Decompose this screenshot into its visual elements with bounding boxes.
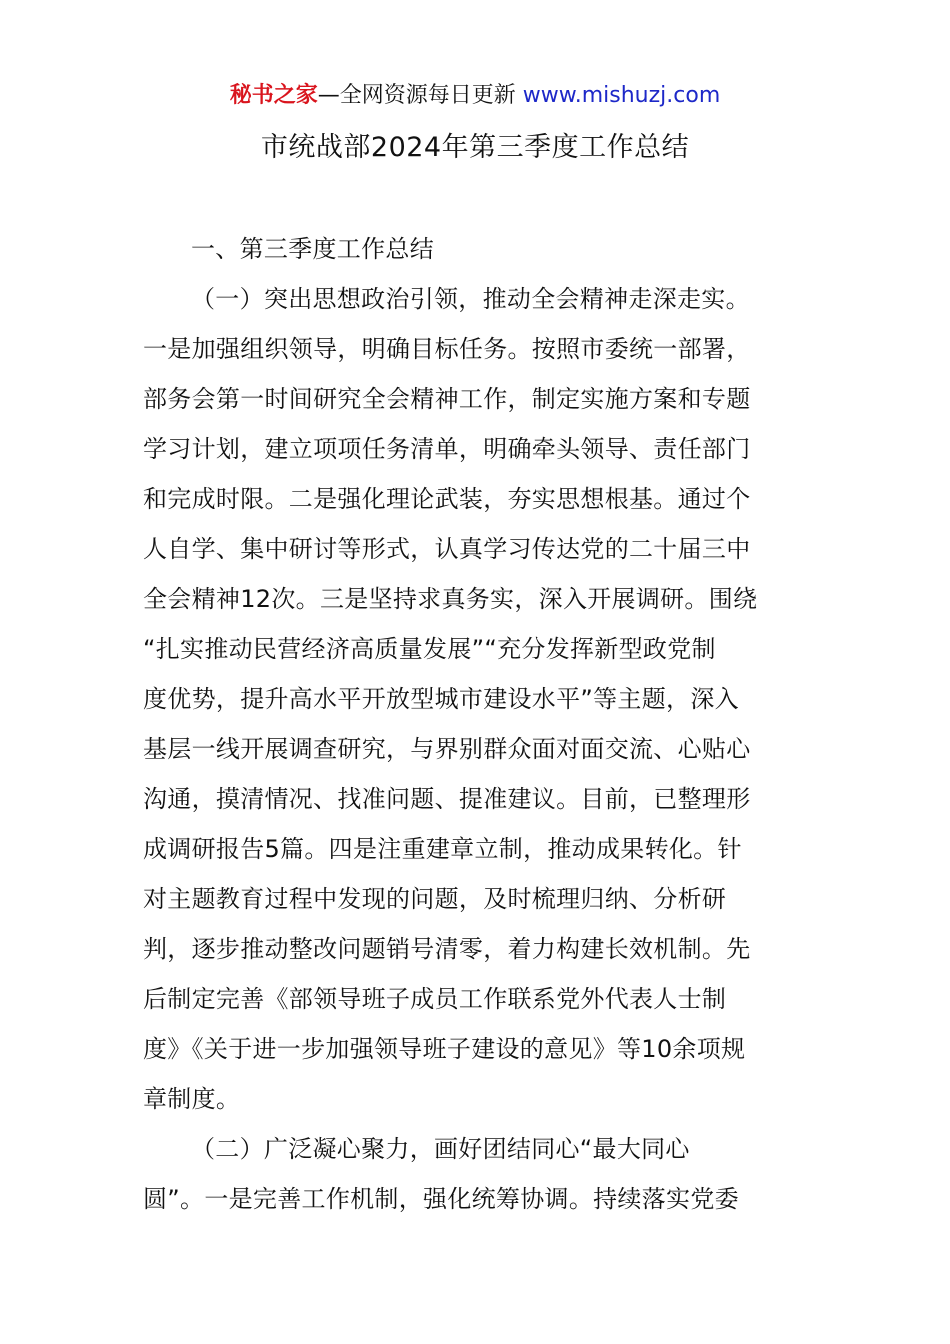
body-line: 一是加强组织领导，明确目标任务。按照市委统一部署， bbox=[143, 335, 751, 363]
site-tagline: —全网资源每日更新 bbox=[317, 83, 523, 108]
body-line: 部务会第一时间研究全会精神工作，制定实施方案和专题 bbox=[143, 385, 751, 413]
body-line: 和完成时限。二是强化理论武装，夯实思想根基。通过个 bbox=[143, 485, 751, 513]
site-url[interactable]: www.mishuzj.com bbox=[522, 83, 721, 108]
subsection-heading: （一）突出思想政治引领，推动全会精神走深走实。 bbox=[191, 285, 750, 313]
body-line: 基层一线开展调查研究，与界别群众面对面交流、心贴心 bbox=[143, 735, 751, 763]
body-line: 沟通，摸清情况、找准问题、提准建议。目前，已整理形 bbox=[143, 785, 751, 813]
body-line: 学习计划，建立项项任务清单，明确牵头领导、责任部门 bbox=[143, 435, 751, 463]
subsection-heading: （二）广泛凝心聚力，画好团结同心“最大同心 bbox=[191, 1135, 690, 1163]
brand-name: 秘书之家 bbox=[229, 83, 318, 108]
body-line: “扎实推动民营经济高质量发展”“充分发挥新型政党制 bbox=[143, 635, 716, 663]
body-line: 全会精神12次。三是坚持求真务实，深入开展调研。围绕 bbox=[143, 585, 758, 613]
section-heading: 一、第三季度工作总结 bbox=[191, 235, 434, 263]
body-line: 成调研报告5篇。四是注重建章立制，推动成果转化。针 bbox=[143, 835, 742, 863]
document-body bbox=[143, 224, 807, 1224]
body-line: 人自学、集中研讨等形式，认真学习传达党的二十届三中 bbox=[143, 535, 751, 563]
site-header bbox=[0, 80, 950, 112]
body-line: 度》《关于进一步加强领导班子建设的意见》等10余项规 bbox=[143, 1035, 746, 1063]
body-line: 对主题教育过程中发现的问题，及时梳理归纳、分析研 bbox=[143, 885, 727, 913]
body-line: 圆”。一是完善工作机制，强化统筹协调。持续落实党委 bbox=[143, 1185, 739, 1213]
document-title: 市统战部2024年第三季度工作总结 bbox=[260, 132, 690, 163]
body-line: 判，逐步推动整改问题销号清零，着力构建长效机制。先 bbox=[143, 935, 751, 963]
body-line: 度优势，提升高水平开放型城市建设水平”等主题，深入 bbox=[143, 685, 739, 713]
body-line: 后制定完善《部领导班子成员工作联系党外代表人士制 bbox=[143, 985, 727, 1013]
body-line: 章制度。 bbox=[143, 1085, 241, 1113]
